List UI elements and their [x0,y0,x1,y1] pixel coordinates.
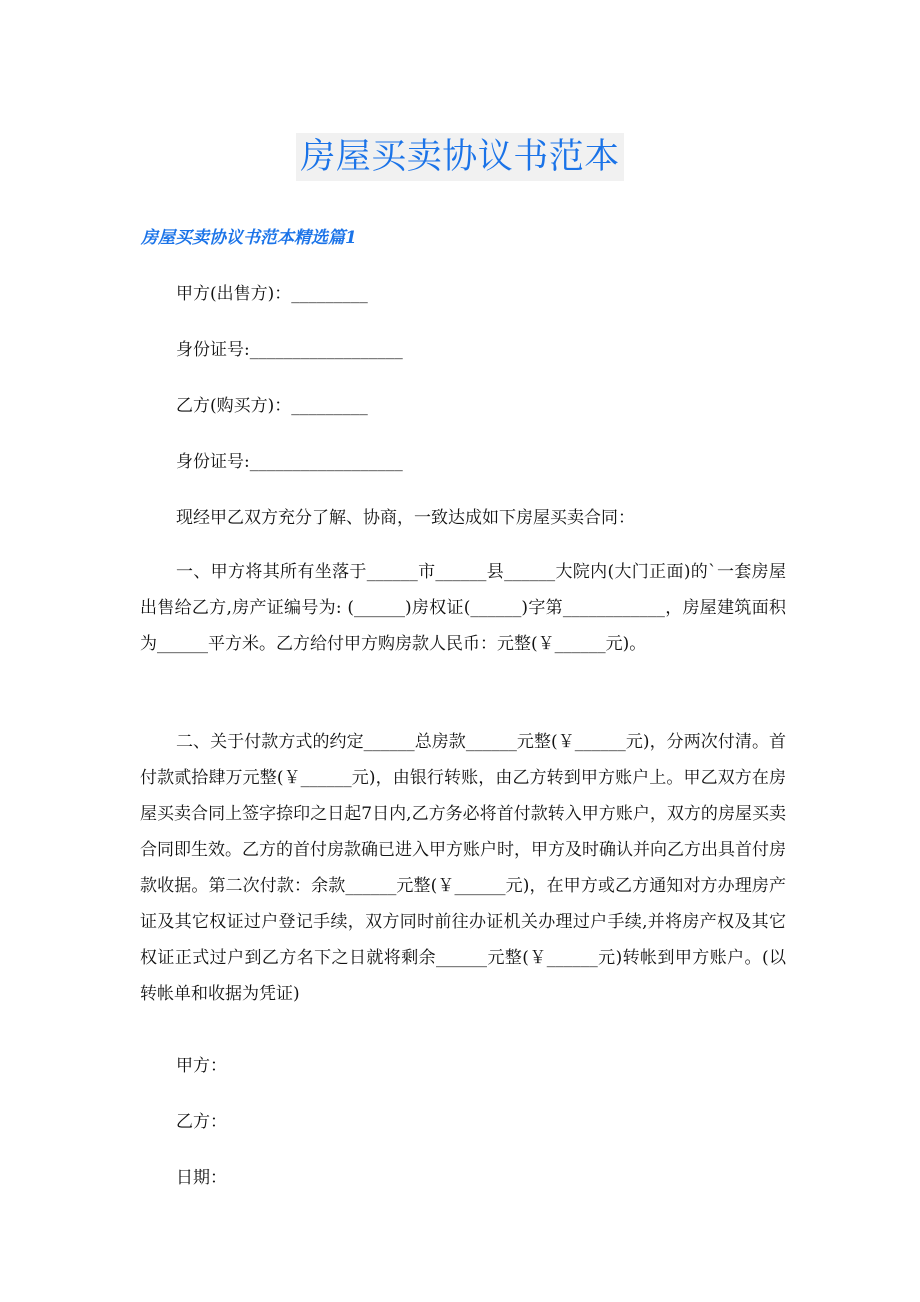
intro-paragraph: 现经甲乙双方充分了解、协商，一致达成如下房屋买卖合同： [176,508,635,528]
signature-party-a: 甲方： [176,1056,227,1076]
signature-party-b: 乙方： [176,1112,227,1132]
document-title: 房屋买卖协议书范本 [296,133,624,181]
party-b-buyer-line: 乙方(购买方)：_________ [176,396,368,416]
signature-date: 日期： [176,1168,227,1188]
section-heading: 房屋买卖协议书范本精选篇1 [141,228,357,248]
id-number-b-line: 身份证号:__________________ [176,452,403,472]
id-number-a-line: 身份证号:__________________ [176,340,403,360]
title-container [0,133,920,181]
clause-1-paragraph: 一、甲方将其所有坐落于______市______县______大院内(大门正面)的`一套房屋出售给乙方,房产证编号为: (______)房权证(______)字第____________，房屋建筑面积为______平方米。乙方给付甲方购房款人民币：元整(￥______元)。 [140,562,786,654]
party-a-seller-line: 甲方(出售方)：_________ [176,284,368,304]
clause-2-paragraph: 二、关于付款方式的约定______总房款______元整(￥______元)，分两次付清。首付款贰拾肆万元整(￥______元)，由银行转账，由乙方转到甲方账户上。甲乙双方在房屋买卖合同上签字捺印之日起7日内,乙方务必将首付款转入甲方账户，双方的房屋买卖合同即生效。乙方的首付房款确已进入甲方账户时，甲方及时确认并向乙方出具首付房款收据。第二次付款：余款______元整(￥______元)，在甲方或乙方通知对方办理房产证及其它权证过户登记手续，双方同时前往办证机关办理过户手续,并将房产权及其它权证正式过户到乙方名下之日就将剩余______元整(￥______元)转帐到甲方账户。(以转帐单和收据为凭证) [140,732,786,1004]
